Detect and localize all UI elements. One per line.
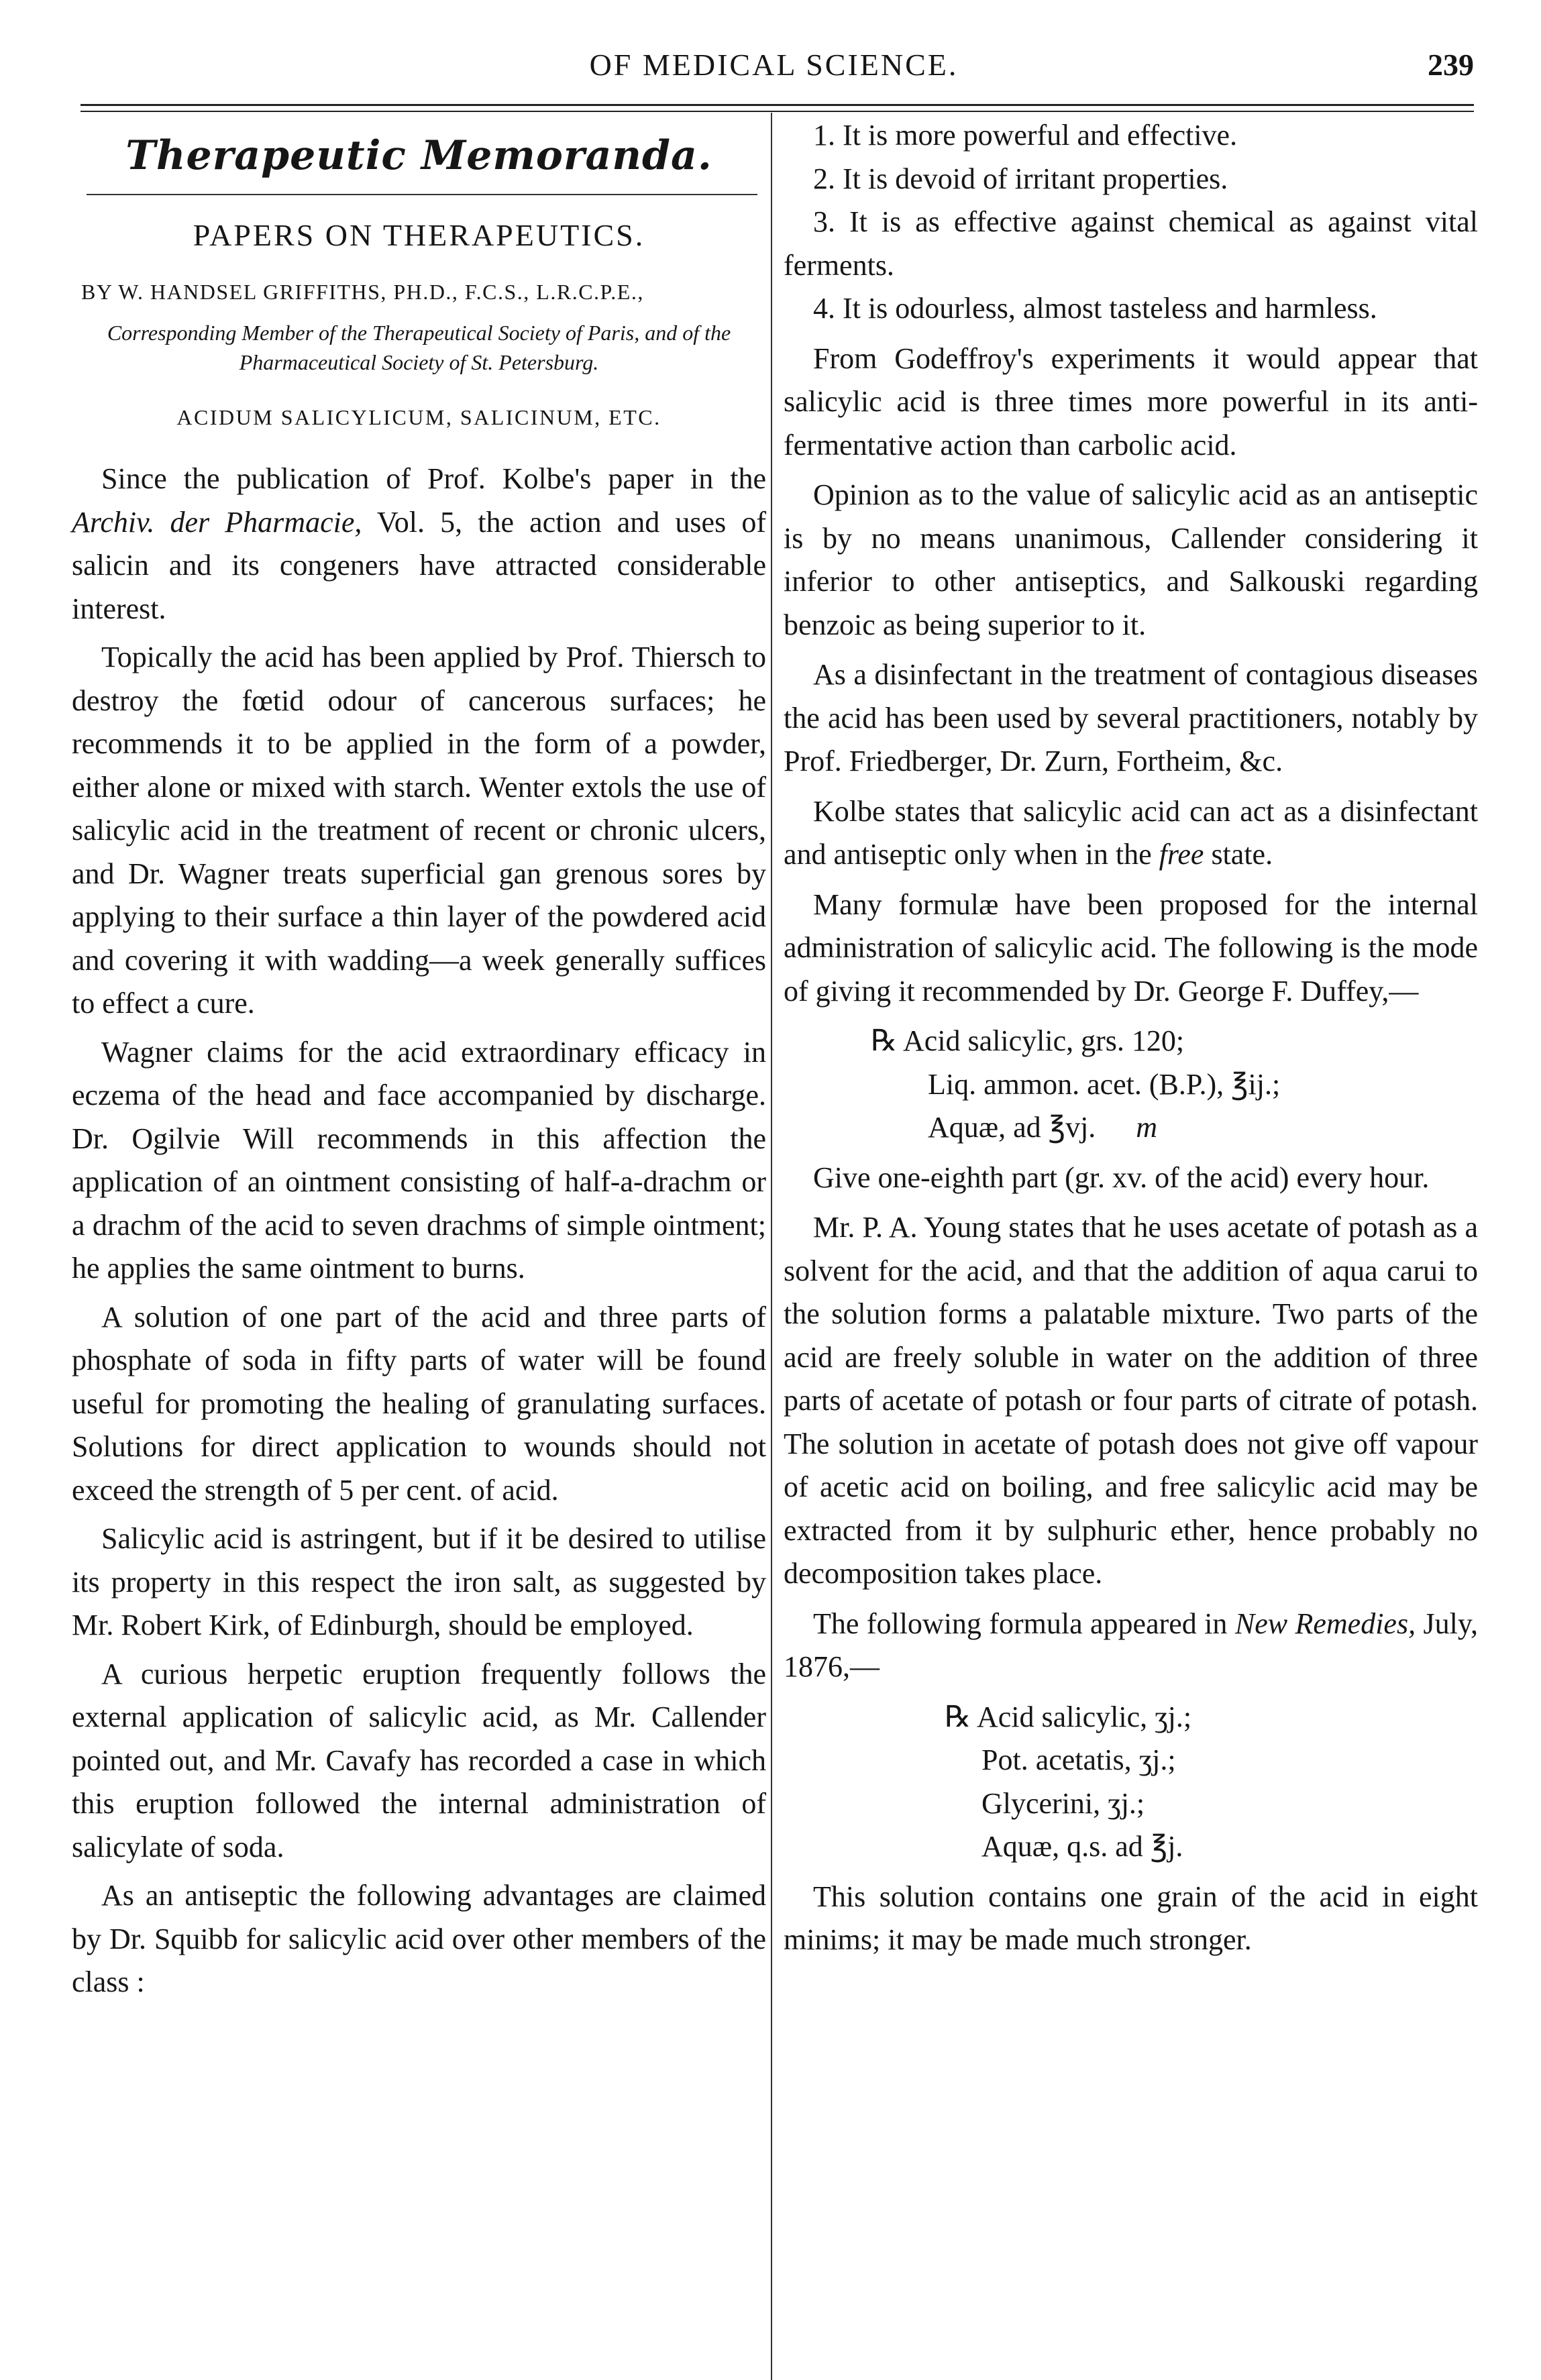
page-number: 239 <box>1428 48 1474 82</box>
prescription-line: Glycerini, ʒj.; <box>981 1786 1145 1820</box>
paragraph: Many formulæ have been proposed for the internal administration of salicylic acid. The following is the mode of giving it recommended by Dr. George F. Duffey,— <box>784 887 1478 1008</box>
prescription-line: Aquæ, ad ℥vj. m <box>784 1106 1478 1150</box>
paragraph: A curious herpetic eruption frequently follows the external application of salicylic acid, as Mr. Callender pointed out, and Mr. Cavafy has recorded a case in which this eruption followed the internal administration of salicylate of soda. <box>72 1657 766 1863</box>
article-title: PAPERS ON THERAPEUTICS. <box>193 217 645 252</box>
byline: BY W. HANDSEL GRIFFITHS, PH.D., F.C.S., L.R.C.P.E., <box>81 280 644 304</box>
paragraph: Give one-eighth part (gr. xv. of the acid) every hour. <box>813 1160 1430 1194</box>
prescription-line: Pot. acetatis, ʒj.; <box>981 1743 1176 1776</box>
paragraph: Wagner claims for the acid extraordinary efficacy in eczema of the head and face accompanied by discharge. Dr. Ogilvie Will recommends in this affection the application of an ointment consisting of half-a-drachm or a drachm of the acid to seven drachms of simple ointment; he applies the same ointment to burns. <box>72 1035 766 1285</box>
paragraph: Opinion as to the value of salicylic acid as an antiseptic is by no means unanimous, Callender considering it inferior to other antiseptics, and Salkouski regarding benzoic as being superior to it. <box>784 478 1478 641</box>
prescription-line: ℞ Acid salicylic, grs. 120; <box>871 1024 1185 1057</box>
paragraph: Kolbe states that salicylic acid can act as a disinfectant and antiseptic only when in the free state. <box>784 794 1478 871</box>
prescription-line: Liq. ammon. acet. (B.P.), ℥ij.; <box>928 1067 1281 1101</box>
prescription-line: Aquæ, q.s. ad ℥j. <box>981 1830 1183 1863</box>
paragraph: This solution contains one grain of the acid in eight minims; it may be made much stronger. <box>784 1880 1478 1956</box>
paragraph: As an antiseptic the following advantages are claimed by Dr. Squibb for salicylic acid over other members of the class : <box>72 1879 766 1998</box>
prescription-mark: m <box>1136 1111 1158 1144</box>
prescription <box>784 1696 1478 1869</box>
paragraph: Since the publication of Prof. Kolbe's paper in the Archiv. der Pharmacie, Vol. 5, the action and uses of salicin and its congeners have attracted considerable interest. <box>72 462 766 625</box>
affiliation: Corresponding Member of the Therapeutical Society of Paris, and of the Pharmaceutical Society of St. Petersburg. <box>107 320 731 374</box>
list-item: 4. It is odourless, almost tasteless and harmless. <box>813 292 1377 325</box>
right-column <box>784 114 1478 1969</box>
paragraph: From Godeffroy's experiments it would appear that salicylic acid is three times more powerful in its anti-fermentative action than carbolic acid. <box>784 341 1478 462</box>
section-title: Therapeutic Memoranda. <box>125 132 712 179</box>
paragraph: The following formula appeared in New Remedies, July, 1876,— <box>784 1607 1478 1683</box>
running-title: OF MEDICAL SCIENCE. <box>589 48 959 82</box>
paragraph: As a disinfectant in the treatment of contagious diseases the acid has been used by several practitioners, notably by Prof. Friedberger, Dr. Zurn, Fortheim, &c. <box>784 658 1478 777</box>
advantages-list <box>784 114 1478 331</box>
prescription <box>784 1020 1478 1150</box>
paragraph: A solution of one part of the acid and three parts of phosphate of soda in fifty parts of water will be found useful for promoting the healing of granulating surfaces. Solutions for direct application to wounds should not exceed the strength of 5 per cent. of acid. <box>72 1300 766 1507</box>
left-column <box>72 114 766 2010</box>
list-item: 2. It is devoid of irritant properties. <box>813 162 1228 195</box>
header-rule <box>81 104 1474 106</box>
list-item: 3. It is as effective against chemical as against vital ferments. <box>784 205 1478 282</box>
list-item: 1. It is more powerful and effective. <box>813 119 1238 152</box>
page-header <box>74 42 1474 97</box>
prescription-line: ℞ Acid salicylic, ʒj.; <box>945 1700 1192 1733</box>
paragraph: Mr. P. A. Young states that he uses acetate of potash as a solvent for the acid, and that the addition of aqua carui to the solution forms a palatable mixture. Two parts of the acid are freely soluble in water on the addition of three parts of acetate of potash or four parts of citrate of potash. The solution in acetate of potash does not give off vapour of acetic acid on boiling, and free salicylic acid may be extracted from it by sulphuric ether, hence probably no decomposition takes place. <box>784 1211 1478 1590</box>
paragraph: Salicylic acid is astringent, but if it be desired to utilise its property in this respect the iron salt, as suggested by Mr. Robert Kirk, of Edinburgh, should be employed. <box>72 1522 766 1641</box>
header-rule-thin <box>81 111 1474 112</box>
paragraph: Topically the acid has been applied by Prof. Thiersch to destroy the fœtid odour of cancerous surfaces; he recommends it to be applied in the form of a powder, either alone or mixed with starch. Wenter extols the use of salicylic acid in the treatment of recent or chronic ulcers, and Dr. Wagner treats superficial gan grenous sores by applying to their surface a thin layer of the powdered acid and covering it with wadding—a week generally suffices to effect a cure. <box>72 641 766 1020</box>
section-rule <box>87 194 757 195</box>
subject-heading: ACIDUM SALICYLICUM, SALICINUM, ETC. <box>176 404 661 429</box>
column-divider <box>771 113 772 2380</box>
